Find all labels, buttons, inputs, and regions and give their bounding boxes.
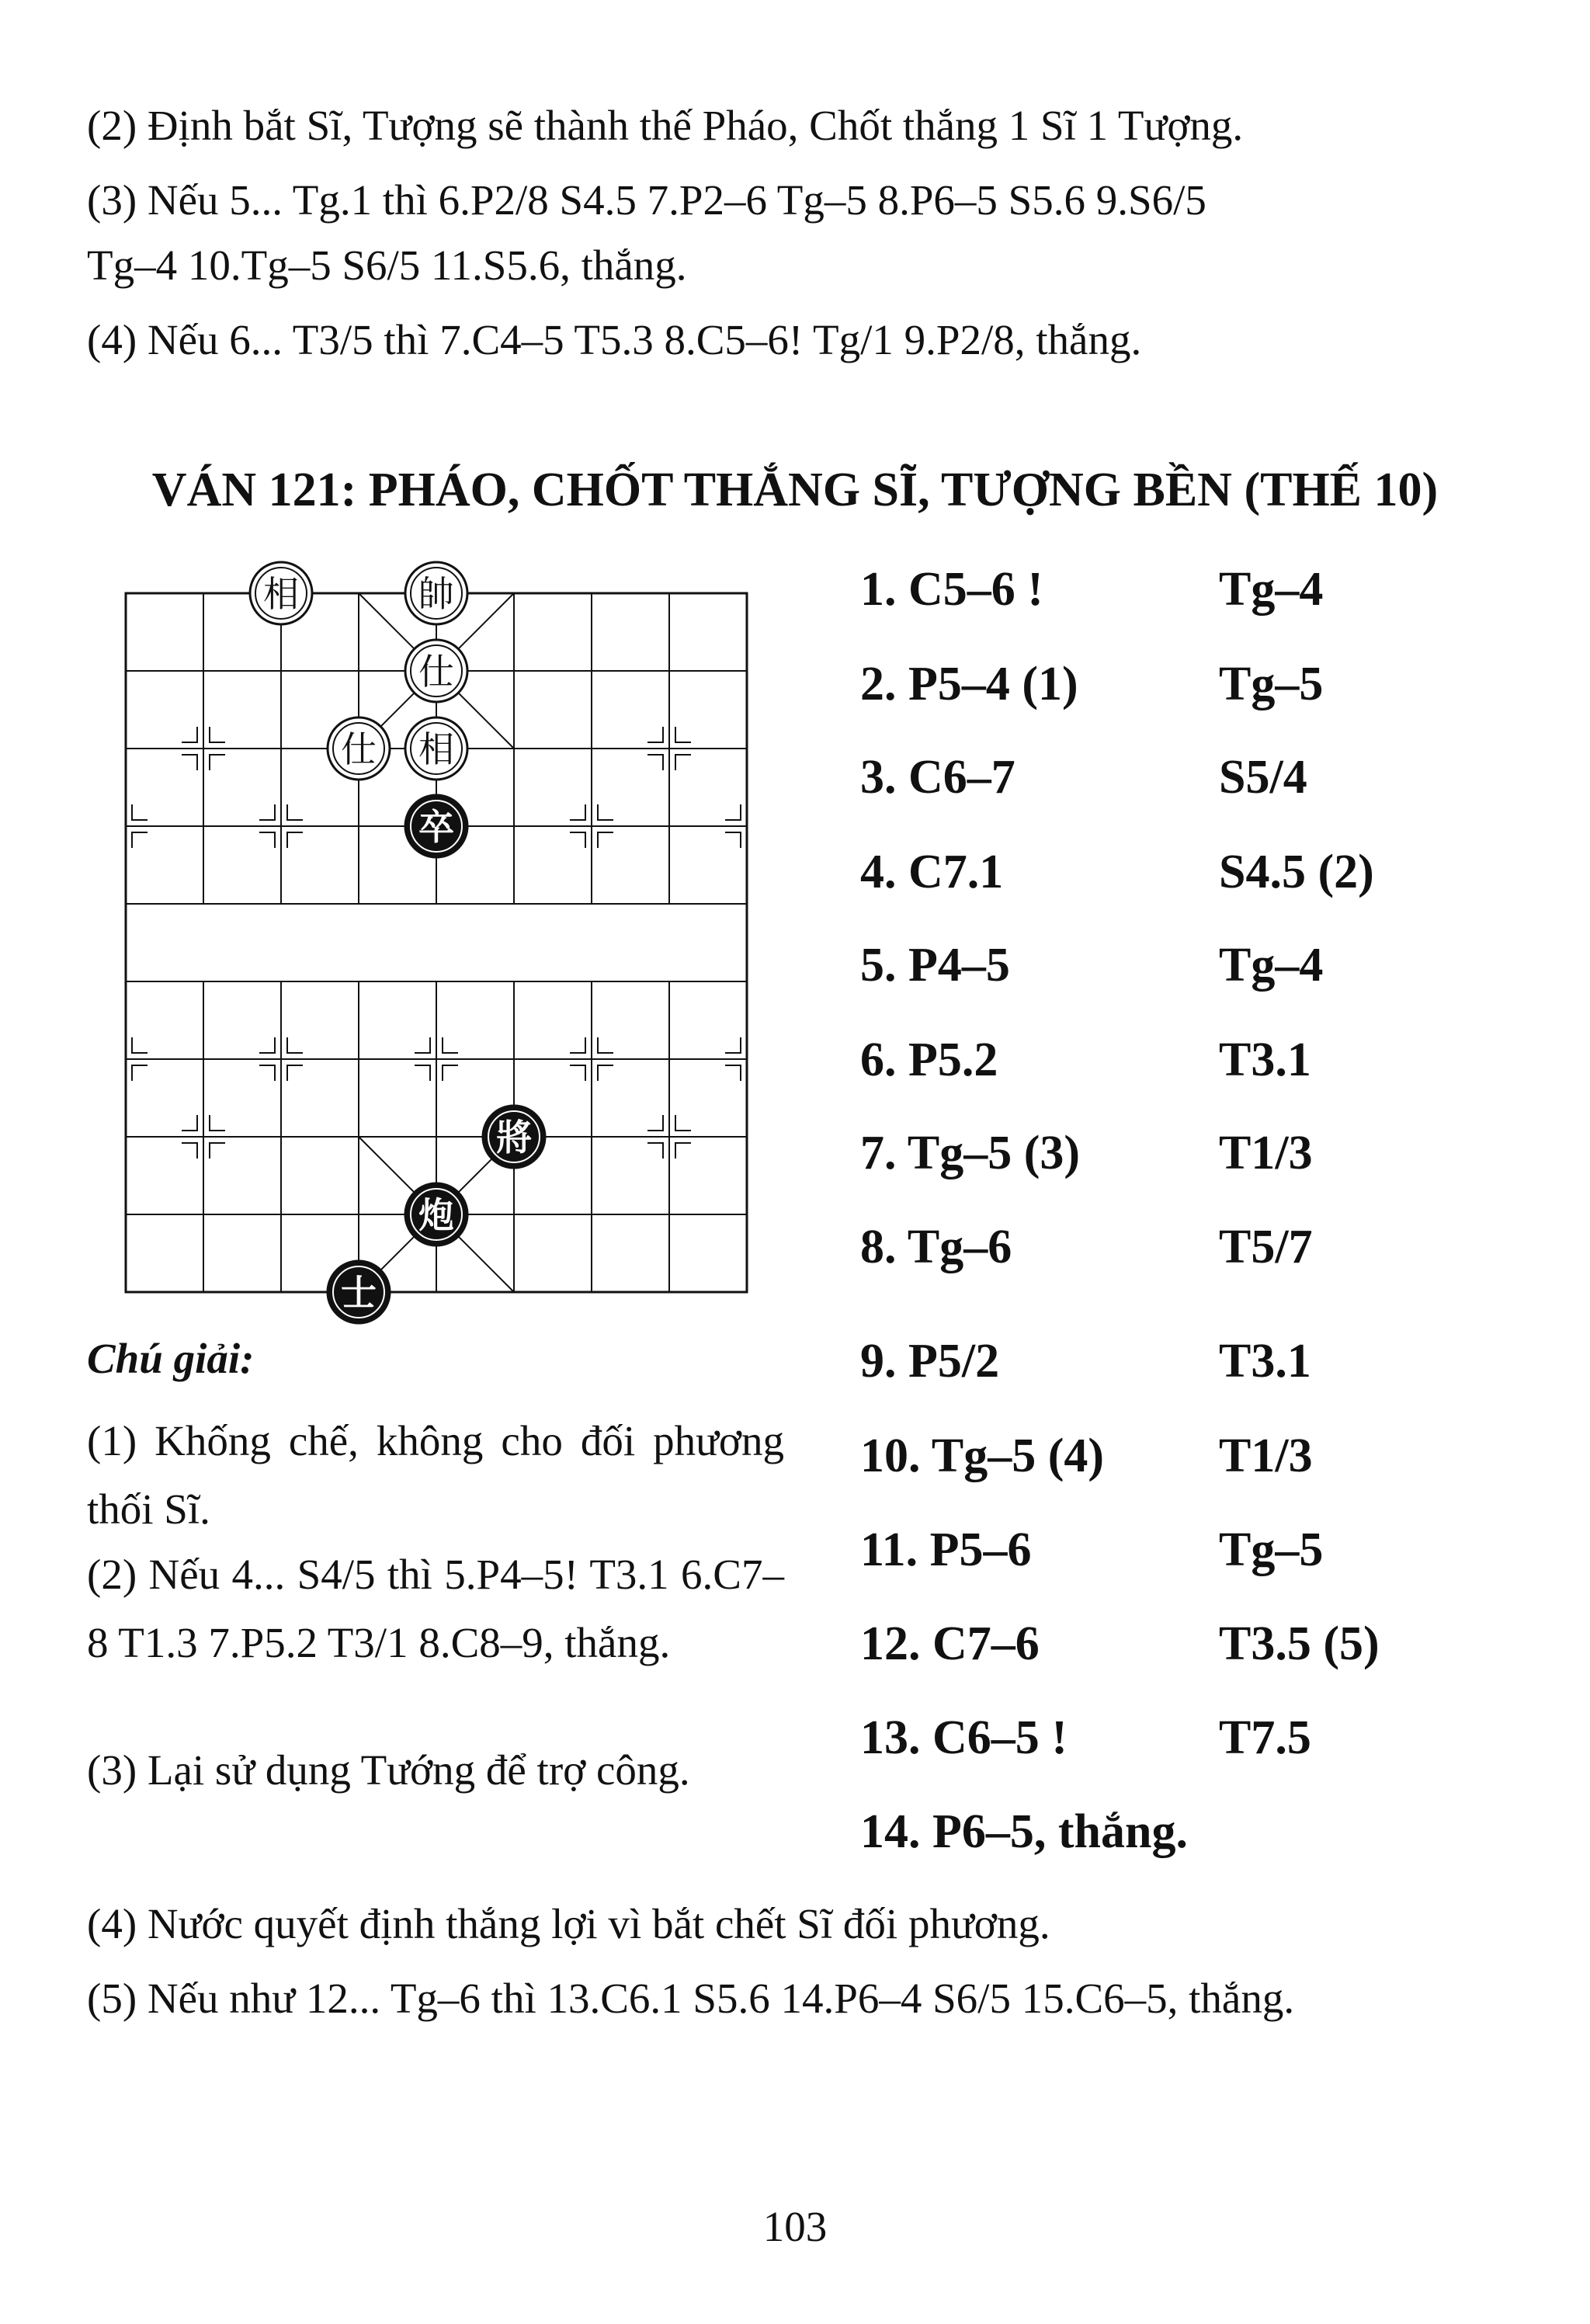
move-black: S4.5 (2): [1219, 846, 1374, 898]
black-piece-label: 炮: [418, 1194, 454, 1236]
game-title: VÁN 121: PHÁO, CHỐT THẮNG SĨ, TƯỢNG BỀN (THẾ 10): [151, 464, 1439, 516]
move-white: 14. P6–5, thắng.: [860, 1805, 1188, 1858]
page-number: 103: [762, 2203, 828, 2250]
move-white: 9. P5/2: [860, 1335, 1000, 1388]
move-white: 3. C6–7: [860, 751, 1015, 804]
position-marker: [415, 1065, 430, 1081]
position-marker: [647, 1115, 663, 1131]
position-marker: [259, 804, 275, 820]
position-marker: [570, 804, 585, 820]
position-marker: [132, 804, 148, 820]
position-marker: [570, 832, 585, 848]
position-marker: [647, 727, 663, 742]
position-marker: [259, 1065, 275, 1081]
position-marker: [182, 1115, 197, 1131]
red-piece-label: 帥: [418, 573, 454, 615]
position-marker: [725, 1037, 741, 1053]
position-marker: [132, 832, 148, 848]
position-marker: [259, 832, 275, 848]
annotation-item: (2) Nếu 4... S4/5 thì 5.P4–5! T3.1 6.C7–8 T1.3 7.P5.2 T3/1 8.C8–9, thắng.: [87, 1551, 784, 1666]
position-marker: [675, 727, 691, 742]
position-marker: [598, 804, 613, 820]
position-marker: [287, 832, 303, 848]
move-white: 11. P5–6: [860, 1523, 1032, 1576]
note-line: (4) Nếu 6... T3/5 thì 7.C4–5 T5.3 8.C5–6! Tg/1 9.P2/8, thắng.: [87, 316, 1142, 363]
position-marker: [182, 755, 197, 770]
annotation-item: (3) Lại sử dụng Tướng để trợ công.: [87, 1746, 690, 1794]
move-white: 4. C7.1: [860, 846, 1004, 898]
red-piece-label: 相: [418, 728, 454, 770]
position-marker: [210, 727, 225, 742]
position-marker: [647, 755, 663, 770]
position-marker: [415, 1037, 430, 1053]
move-black: T1/3: [1219, 1127, 1313, 1179]
position-marker: [675, 1143, 691, 1159]
note-line: (4) Nước quyết định thắng lợi vì bắt chết Sĩ đối phương.: [87, 1900, 1050, 1947]
position-marker: [647, 1143, 663, 1159]
position-marker: [598, 1065, 613, 1081]
position-marker: [287, 1037, 303, 1053]
position-marker: [287, 804, 303, 820]
red-piece-label: 仕: [418, 651, 454, 693]
note-line: (5) Nếu như 12... Tg–6 thì 13.C6.1 S5.6 14.P6–4 S6/5 15.C6–5, thắng.: [87, 1975, 1295, 2022]
black-piece-label: 士: [341, 1272, 377, 1314]
move-white: 8. Tg–6: [860, 1221, 1012, 1273]
position-marker: [210, 1143, 225, 1159]
move-black: T1/3: [1219, 1429, 1313, 1482]
move-black: T5/7: [1219, 1221, 1313, 1273]
position-marker: [675, 1115, 691, 1131]
move-white: 7. Tg–5 (3): [860, 1127, 1081, 1179]
move-black: T3.5 (5): [1219, 1617, 1380, 1670]
position-marker: [570, 1065, 585, 1081]
red-piece-label: 仕: [341, 728, 377, 770]
position-marker: [132, 1065, 148, 1081]
move-white: 5. P4–5: [860, 939, 1010, 992]
move-black: T3.1: [1219, 1033, 1311, 1086]
position-marker: [132, 1037, 148, 1053]
move-black: Tg–4: [1219, 563, 1324, 616]
position-marker: [725, 1065, 741, 1081]
note-line: (2) Định bắt Sĩ, Tượng sẽ thành thế Pháo, Chốt thắng 1 Sĩ 1 Tượng.: [87, 102, 1244, 149]
note-line: (3) Nếu 5... Tg.1 thì 6.P2/8 S4.5 7.P2–6 Tg–5 8.P6–5 S5.6 9.S6/5: [87, 176, 1206, 224]
black-piece-label: 卒: [418, 806, 454, 848]
position-marker: [182, 1143, 197, 1159]
position-marker: [725, 804, 741, 820]
move-black: Tg–5: [1219, 658, 1324, 710]
move-white: 13. C6–5 !: [860, 1711, 1068, 1764]
move-white: 10. Tg–5 (4): [860, 1429, 1105, 1482]
position-marker: [598, 832, 613, 848]
move-white: 12. C7–6: [860, 1617, 1040, 1670]
red-piece-label: 相: [263, 573, 299, 615]
position-marker: [570, 1037, 585, 1053]
black-piece-label: 將: [496, 1117, 532, 1159]
position-marker: [287, 1065, 303, 1081]
position-marker: [443, 1037, 458, 1053]
position-marker: [182, 727, 197, 742]
annotations-heading: Chú giải:: [87, 1335, 255, 1382]
position-marker: [210, 755, 225, 770]
position-marker: [259, 1037, 275, 1053]
move-black: T7.5: [1219, 1711, 1311, 1764]
move-white: 1. C5–6 !: [860, 563, 1043, 616]
annotation-item: (1) Khống chế, không cho đối phương thối Sĩ.: [87, 1417, 784, 1533]
position-marker: [725, 832, 741, 848]
move-white: 6. P5.2: [860, 1033, 998, 1086]
position-marker: [210, 1115, 225, 1131]
move-white: 2. P5–4 (1): [860, 658, 1078, 710]
move-black: Tg–5: [1219, 1523, 1324, 1576]
note-line: Tg–4 10.Tg–5 S6/5 11.S5.6, thắng.: [87, 241, 687, 289]
move-black: S5/4: [1219, 751, 1307, 804]
move-black: T3.1: [1219, 1335, 1311, 1388]
position-marker: [598, 1037, 613, 1053]
position-marker: [675, 755, 691, 770]
move-black: Tg–4: [1219, 939, 1324, 992]
position-marker: [443, 1065, 458, 1081]
